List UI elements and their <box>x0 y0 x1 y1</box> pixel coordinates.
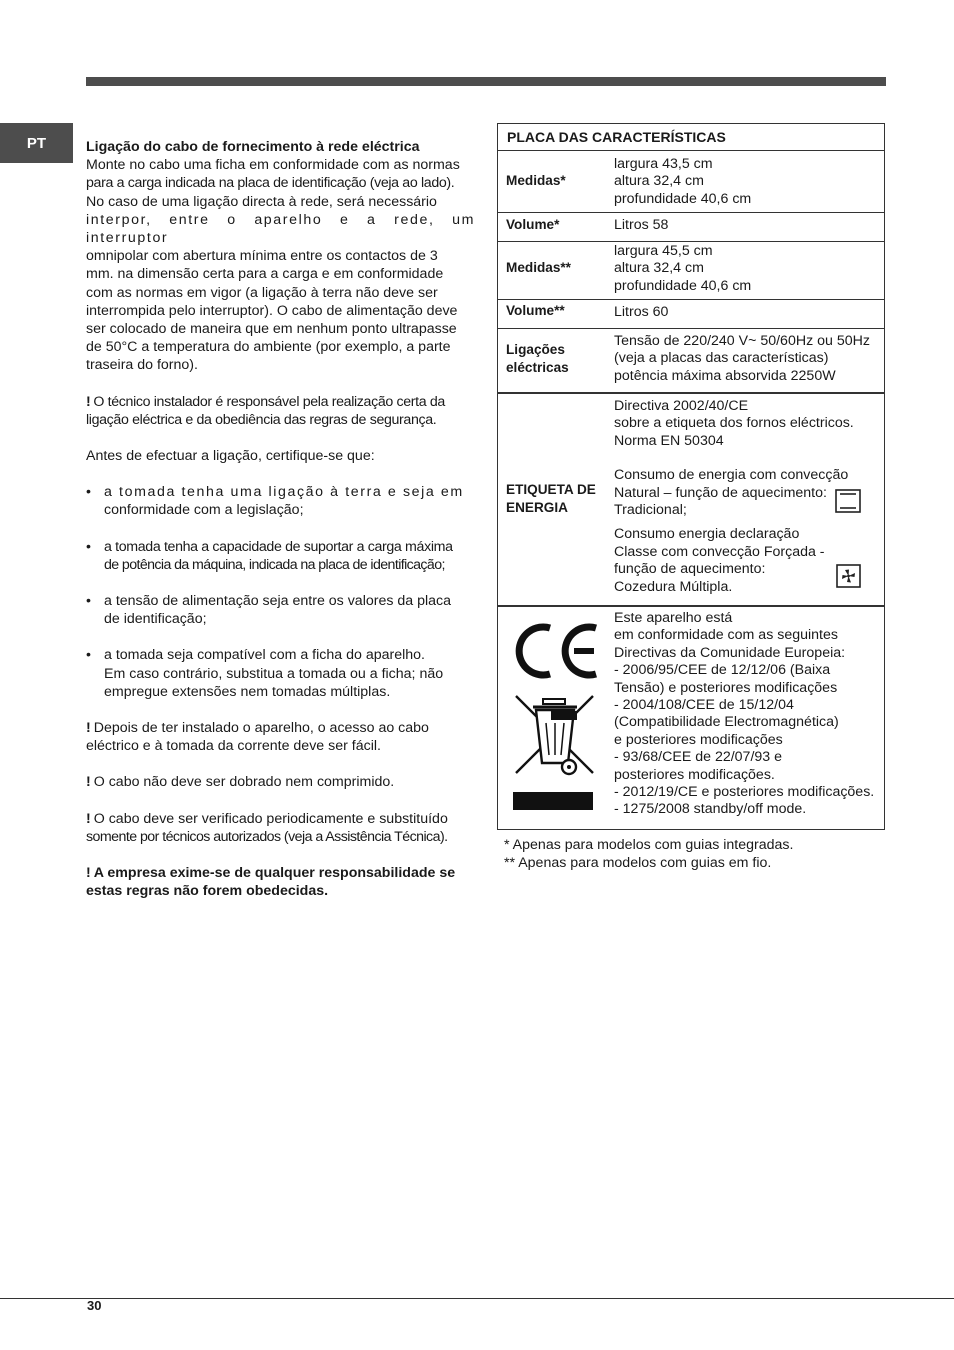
weee-bin-icon <box>513 693 597 811</box>
warning-technician: ! O técnico instalador é responsável pela realização certa da <box>86 393 445 410</box>
warning-line: ligação eléctrica e da obediência das regras de segurança. <box>86 411 437 428</box>
para1-line: interrompida pelo interruptor). O cabo de alimentação deve <box>86 302 458 319</box>
fan-heating-icon <box>836 564 861 588</box>
footnotes <box>504 836 793 872</box>
table-row <box>498 242 884 299</box>
warning-cable-check: ! O cabo deve ser verificado periodicamente e substituído <box>86 810 448 827</box>
top-rule <box>86 77 886 86</box>
warning-cable-bend: ! O cabo não deve ser dobrado nem comprimido. <box>86 774 395 791</box>
para1-line: para a carga indicada na placa de identificação (veja ao lado). <box>86 175 455 192</box>
row-label: Ligações eléctricas <box>506 342 569 375</box>
para1-line: traseira do forno). <box>86 357 198 374</box>
exclamation-icon: ! <box>86 810 91 827</box>
spec-table <box>497 123 885 830</box>
table-row <box>498 329 884 392</box>
para1-line: No caso de uma ligação directa à rede, será necessário <box>86 193 437 210</box>
installation-text <box>86 138 475 901</box>
para1-line: Monte no cabo uma ficha em conformidade com as normas <box>86 157 460 174</box>
row-label: ETIQUETA DE ENERGIA <box>506 482 596 515</box>
list-item: • a tomada tenha uma ligação à terra e seja em <box>86 484 464 501</box>
table-row <box>498 300 884 328</box>
footnote: * Apenas para modelos com guias integradas. <box>504 837 794 853</box>
row-label: Medidas** <box>506 260 571 275</box>
row-value: largura 45,5 cm altura 32,4 cm profundidade 40,6 cm <box>614 243 752 294</box>
row-value: Tensão de 220/240 V~ 50/60Hz ou 50Hz (veja a placas das características) potência máxima absorvida 2250W <box>614 333 870 384</box>
para1-line: ser colocado de maneira que em nenhum ponto ultrapasse <box>86 321 457 338</box>
exclamation-icon: ! <box>86 720 91 737</box>
exclamation-icon: ! <box>86 393 91 410</box>
row-label: Volume** <box>506 303 565 318</box>
para1-line: mm. na dimensão certa para a carga e em conformidade <box>86 266 444 283</box>
bullet-icon: • <box>86 484 93 501</box>
spec-table-header: PLACA DAS CARACTERÍSTICAS <box>498 124 884 151</box>
row-label: Volume* <box>506 217 560 232</box>
row-label: Medidas* <box>506 173 566 188</box>
warning-line: eléctrico e à tomada da corrente deve ser fácil. <box>86 738 381 755</box>
table-row <box>498 607 884 829</box>
exclamation-icon: ! <box>86 865 91 882</box>
list-item: conformidade com a legislação; <box>104 502 304 519</box>
ce-mark-icon <box>512 620 602 682</box>
list-item: • a tensão de alimentação seja entre os valores da placa de identificação; <box>86 593 452 628</box>
list-item: • a tomada seja compatível com a ficha do aparelho. Em caso contrário, substitua a tomada ou a ficha; não empregue extensões nem tomadas múltiplas. <box>86 647 444 700</box>
row-value: Directiva 2002/40/CE sobre a etiqueta dos fornos eléctricos. Norma EN 50304 Consumo de energia com convecção Natural – função de aquecimento: Tradicional; Consumo energia declaração Classe com convecção Forçada - função de aquecimento: Cozedura Múltipla. <box>614 398 854 595</box>
conventional-heating-icon <box>835 489 861 513</box>
warning-line: estas regras não forem obedecidas. <box>86 883 329 900</box>
page-number: 30 <box>87 1298 102 1313</box>
row-value: Este aparelho está em conformidade com as seguintes Directivas da Comunidade Europeia: - 2006/95/CEE de 12/12/06 (Baixa Tensão) e posteriores modificações - 2004/108/CEE de 15/12/04 (Compatibilidade Electromagnética) e posteriores modificações - 93/68/CEE de 22/07/93 e posteriores modificações. - 2012/19/CE e posteriores modificações. - 1275/2008 standby/off mode. <box>614 610 875 818</box>
bullet-icon: • <box>86 538 91 555</box>
warning-line: somente por técnicos autorizados (veja a Assistência Técnica). <box>86 828 448 845</box>
para1-line: de 50°C a temperatura do ambiente (por exemplo, a parte <box>86 339 451 356</box>
language-tab: PT <box>0 123 73 163</box>
bullet-icon: • <box>86 593 91 610</box>
row-value: Litros 60 <box>614 304 669 320</box>
row-value: Litros 58 <box>614 217 669 233</box>
warning-access: ! Depois de ter instalado o aparelho, o acesso ao cabo <box>86 720 429 737</box>
list-item: • a tomada tenha a capacidade de suportar a carga máxima de potência da máquina, indicada na placa de identificação; <box>86 538 453 573</box>
bullet-icon: • <box>86 647 91 664</box>
para1-line: com as normas em vigor (a ligação à terra não deve ser <box>86 284 438 301</box>
para1-line: omnipolar com abertura mínima entre os contactos de 3 <box>86 248 438 265</box>
bottom-rule <box>0 1298 954 1299</box>
exclamation-icon: ! <box>86 774 91 791</box>
table-row <box>498 152 884 212</box>
row-value: largura 43,5 cm altura 32,4 cm profundidade 40,6 cm <box>614 156 752 207</box>
footnote: ** Apenas para modelos com guias em fio. <box>504 855 772 871</box>
para1-line: interpor, entre o aparelho e a rede, um interruptor <box>86 211 475 247</box>
intro-text: Antes de efectuar a ligação, certifique-se que: <box>86 448 375 465</box>
section-heading: Ligação do cabo de fornecimento à rede eléctrica <box>86 139 420 155</box>
warning-liability: ! A empresa exime-se de qualquer responsabilidade se <box>86 865 456 882</box>
table-row <box>498 394 884 605</box>
table-row <box>498 213 884 241</box>
